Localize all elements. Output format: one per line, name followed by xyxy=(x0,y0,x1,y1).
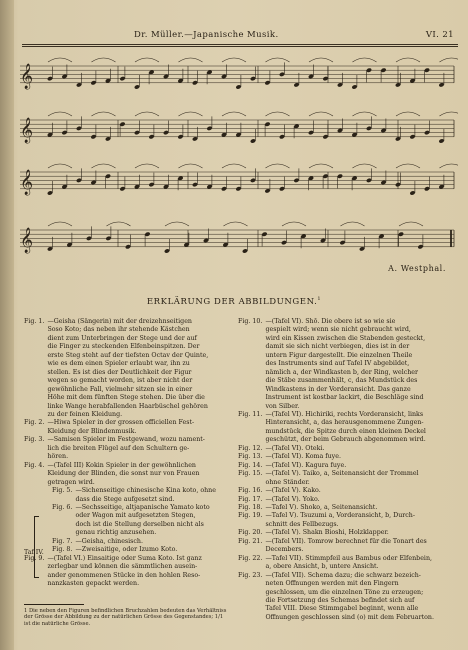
figure-label: Fig. 13. xyxy=(238,453,263,461)
figure-entry xyxy=(238,487,458,495)
figure-description xyxy=(265,496,458,504)
treble-clef-icon: 𝄞 xyxy=(20,64,34,89)
slur xyxy=(353,112,377,116)
figure-label: Fig. 3. xyxy=(24,436,45,444)
slur xyxy=(135,58,159,62)
text-line: —(Tafel V). Kako. xyxy=(265,487,321,495)
figure-description xyxy=(265,529,458,537)
slur xyxy=(353,58,377,62)
figure-description xyxy=(265,512,458,529)
figure-description xyxy=(265,504,458,512)
figure-entry xyxy=(24,436,230,461)
figure-label: Fig. 21. xyxy=(238,537,263,545)
figure-description xyxy=(265,462,458,470)
slur xyxy=(107,222,131,226)
figure-description xyxy=(265,470,458,487)
figure-description xyxy=(47,318,230,419)
figure-entry xyxy=(238,496,458,504)
figure-entry xyxy=(238,318,458,411)
text-line: die Finger zu steckenden Elfenbeinspitzen. Der xyxy=(47,343,200,351)
text-line: —Sichenseitige chinesische Kina koto, ohne xyxy=(75,487,216,495)
figure-label: Fig. 8. xyxy=(52,546,73,554)
figure-entry xyxy=(238,529,458,537)
figure-description xyxy=(75,504,230,538)
right-column xyxy=(238,318,458,622)
text-line: zerlegbar und können die sämmtlichen ausein- xyxy=(47,563,198,571)
slur xyxy=(222,112,246,116)
text-line: wegen so gemacht worden, ist aber nicht der xyxy=(47,377,193,385)
slur xyxy=(309,164,333,168)
figure-description xyxy=(265,538,458,555)
text-line: —Hiwa Spieler in der grossen officiellen Fest- xyxy=(47,419,195,427)
text-line: —(Tafel VI). Ōteki. xyxy=(265,444,325,452)
slur xyxy=(222,164,246,168)
slur xyxy=(341,222,365,226)
text-line: dass die Stege aufgesetzt sind. xyxy=(75,495,175,503)
text-line: Hinteransicht, a, das herausgenommene Zungen- xyxy=(265,419,424,427)
slur xyxy=(179,164,203,168)
text-line: —Tafel VII). Stimmpfeil aus Bambus oder Elfenbein, xyxy=(265,554,432,562)
slur xyxy=(222,58,246,62)
text-line: a, obere Ansicht, b, untere Ansicht. xyxy=(265,563,379,571)
slur xyxy=(266,164,290,168)
slur xyxy=(48,164,72,168)
text-line: untern Figur dargestellt. Die einzelnen Theile xyxy=(265,351,413,359)
text-line: nämlich a, der Windkasten b, der Ring, welcher xyxy=(265,368,419,376)
text-line: —Tafel V). Tsuzumi a, Vorderansicht, b, Durch- xyxy=(265,512,415,520)
slur xyxy=(399,222,423,226)
figure-label: Fig. 15. xyxy=(238,470,263,478)
figure-entry xyxy=(24,546,230,554)
figure-entry xyxy=(238,572,458,623)
figure-label: Fig. 2. xyxy=(24,419,45,427)
figure-description xyxy=(47,462,230,487)
text-line: getragen wird. xyxy=(47,478,95,486)
slur xyxy=(440,112,459,116)
text-line: —(Tafel V). Shakn Bioshi, Holzklapper. xyxy=(265,529,389,537)
figure-entry xyxy=(238,555,458,572)
music-score xyxy=(18,54,458,260)
figure-entry xyxy=(24,487,230,504)
figure-description xyxy=(47,436,230,461)
text-line: —Geisha (Sängerin) mit der dreizehnseitigen xyxy=(47,318,192,325)
slur xyxy=(440,58,459,62)
header-rule-thin xyxy=(22,46,458,47)
figure-label: Fig. 5. xyxy=(52,487,73,495)
treble-clef-icon: 𝄞 xyxy=(20,118,34,143)
text-line: zu der feinen Kleidung. xyxy=(47,410,123,418)
text-line: —(Tafel VI). Shō. Die obere ist so wie sie xyxy=(265,318,396,325)
figure-description xyxy=(75,546,230,554)
text-line: —Sechsseitige, altjapanische Yamato koto xyxy=(75,503,210,511)
text-line: —(Tafel V). Taiko, a, Seitenansicht der Trommel xyxy=(265,470,419,478)
footnote-mark: 1 xyxy=(317,296,322,302)
figure-label: Fig. 22. xyxy=(238,554,263,562)
text-line: doch ist die Stellung derselben nicht als xyxy=(75,520,204,528)
figure-entry xyxy=(24,555,230,589)
text-line: gespielt wird; wenn sie nicht gebraucht wird, xyxy=(265,326,411,334)
figure-description xyxy=(265,555,458,572)
figure-entry xyxy=(238,453,458,461)
text-line: von Silber. xyxy=(265,402,300,410)
slur xyxy=(266,58,290,62)
text-line: linke Wange herabfallenden Haarbüschel gehören xyxy=(47,402,208,410)
figure-description xyxy=(47,419,230,436)
figure-label: Fig. 1. xyxy=(24,318,45,325)
text-line: —Zweisaitige, oder Izumo Koto. xyxy=(75,546,178,554)
figure-label: Fig. 19. xyxy=(238,512,263,520)
header-rule xyxy=(22,44,458,45)
figure-entry xyxy=(238,462,458,470)
figure-entry xyxy=(238,512,458,529)
header-page-number: VI. 21 xyxy=(425,30,454,40)
text-line: Decembers. xyxy=(265,546,304,554)
slur xyxy=(224,222,248,226)
slur xyxy=(92,112,116,116)
text-line: Windkastens in der Vorderansicht. Das ganze xyxy=(265,385,411,393)
text-line: die Fortsetzung des Schemas befindet sich auf xyxy=(265,596,415,604)
text-line: Öffnungen geschlossen sind (o) mit dem Februarton. xyxy=(265,613,434,621)
figure-entry xyxy=(238,445,458,453)
text-line: geschützt, der beim Gebrauch abgenommen wird. xyxy=(265,436,426,444)
slur xyxy=(266,112,290,116)
footnote xyxy=(24,608,228,627)
slur xyxy=(440,164,459,168)
figure-label: Fig. 12. xyxy=(238,444,263,452)
treble-clef-icon: 𝄞 xyxy=(20,170,34,195)
left-column xyxy=(24,318,230,589)
slur xyxy=(179,58,203,62)
footnote-text: Die neben den Figuren befindlichen Bruchzahlen bedeuten das Verhältniss der Grösse der Abbildung zu der natürlichen Grösse des Gegenstandes; 1/1 ist die natürliche Grösse. xyxy=(24,608,227,627)
slur xyxy=(92,58,116,62)
figure-label: Fig. 18. xyxy=(238,503,263,511)
figure-description xyxy=(75,487,230,504)
figure-entry xyxy=(238,470,458,487)
text-line: Höhe mit dem fünften Stege stehen. Die über die xyxy=(47,394,205,402)
figure-label: Fig. 17. xyxy=(238,495,263,503)
figure-entry xyxy=(24,419,230,436)
slur xyxy=(396,164,420,168)
text-line: mundstück, die Spitze durch einen kleinen Deckel xyxy=(265,427,426,435)
text-line: des Instruments sind auf Tafel IV abgebildet, xyxy=(265,360,410,368)
text-line: geschlossen, um die einzelnen Töne zu erzeugen; xyxy=(265,588,424,596)
figure-description xyxy=(265,572,458,623)
text-line: —(Tafel VII). Schema dazu; die schwarz bezeich- xyxy=(265,571,421,579)
text-line: erste Steg steht auf der tiefsten Octav der Quinte, xyxy=(47,351,209,359)
slur xyxy=(48,222,72,226)
text-line: —Samisen Spieler im Festgewand, wozu nament- xyxy=(47,436,205,444)
text-line: —(Tafel VI). Hichiriki, rechts Vorderansicht, links xyxy=(265,410,424,418)
text-line: damit sie sich nicht verbiegen, dies ist in der xyxy=(265,343,410,351)
text-line: —(Tafel V). Yoko. xyxy=(265,495,320,503)
figure-entry xyxy=(24,504,230,538)
running-header xyxy=(24,30,458,44)
text-line: schnitt des Fellbezugs. xyxy=(265,520,339,528)
treble-clef-icon: 𝄞 xyxy=(20,228,34,253)
figure-label: Fig. 20. xyxy=(238,529,263,537)
section-title-text: ERKLÄRUNG DER ABBILDUNGEN. xyxy=(146,296,318,307)
score-signature: A. Westphal. xyxy=(388,264,446,273)
text-line: Kleidung der Blinden, die sonst nur von Frauen xyxy=(47,470,200,478)
figure-label: Fig. 6. xyxy=(52,503,73,511)
text-line: lich die breiten Flügel auf den Schultern ge- xyxy=(47,444,190,452)
figure-description xyxy=(75,538,230,546)
figure-entry xyxy=(238,504,458,512)
text-line: —Tafel V). Shoko, a, Seitenansicht. xyxy=(265,503,378,511)
figure-label: Fig. 4. xyxy=(24,461,45,469)
figure-label: Fig. 11. xyxy=(238,410,263,418)
text-line: —Geisha, chinesisch. xyxy=(75,537,143,545)
figure-label: Fig. 16. xyxy=(238,487,263,495)
text-line: —(Tafel VII). Tomrow berechnet für die Tonart des xyxy=(265,537,427,545)
text-line: genau richtig anzusehen. xyxy=(75,529,157,537)
text-line: ander genommenen Stücke in den hohlen Reso- xyxy=(47,571,201,579)
figure-label: Fig. 9. xyxy=(24,554,45,562)
figure-label: Fig. 10. xyxy=(238,318,263,325)
slur xyxy=(282,222,306,226)
figure-label: Fig. 23. xyxy=(238,571,263,579)
text-line: die Stäbe zusammenhält, c, das Mundstück des xyxy=(265,377,418,385)
slur xyxy=(165,222,189,226)
text-line: stellen. Es ist dies der Deutlichkeit der Figur xyxy=(47,368,192,376)
figure-entry xyxy=(24,318,230,419)
figure-description xyxy=(265,445,458,453)
figure-entry xyxy=(238,411,458,445)
figure-bracket xyxy=(34,516,39,578)
slur xyxy=(92,164,116,168)
text-line: Kleidung der Blindenmusik. xyxy=(47,427,137,435)
text-line: —(Tafel III) Kokin Spieler in der gewöhnlichen xyxy=(47,461,196,469)
text-line: Soso Koto; das neben ihr stehende Kästchen xyxy=(47,326,190,334)
text-line: oder Wagon mit aufgesetzten Stegen, xyxy=(75,512,196,520)
text-line: neten Öffnungen werden mit den Fingern xyxy=(265,580,399,588)
figure-description xyxy=(265,453,458,461)
text-line: —(Tafel VI). Koma fuye. xyxy=(265,453,341,461)
binding-gutter xyxy=(0,0,14,650)
slur xyxy=(135,164,159,168)
text-line: Instrument ist kostbar lackirt, die Beschläge sind xyxy=(265,394,424,402)
footnote-rule xyxy=(24,604,84,605)
header-title: Dr. Müller.—Japanische Musik. xyxy=(134,30,279,40)
text-line: hören. xyxy=(47,453,69,461)
text-line: wird ein Kissen zwischen die Stabenden gesteckt, xyxy=(265,334,426,342)
text-line: Tafel VIII. Diese Stimmgabel beginnt, wenn alle xyxy=(265,605,419,613)
figure-description xyxy=(265,411,458,445)
text-line: ohne Ständer. xyxy=(265,478,310,486)
text-line: —(Tafel VI.) Einsaitige oder Suma Koto. Ist ganz xyxy=(47,554,202,562)
figure-description xyxy=(47,555,230,589)
slur xyxy=(309,58,333,62)
figure-description xyxy=(265,318,458,411)
figure-entry xyxy=(24,538,230,546)
slur xyxy=(396,112,420,116)
slur xyxy=(135,112,159,116)
figure-description xyxy=(265,487,458,495)
text-line: nanzkasten gepackt werden. xyxy=(47,580,140,588)
figure-label: Fig. 7. xyxy=(52,537,73,545)
slur xyxy=(353,164,377,168)
text-line: dient zum Unterbringen der Stege und der auf xyxy=(47,334,197,342)
text-line: —(Tafel VI). Kagura fuye. xyxy=(265,461,347,469)
text-line: gewöhnliche Fall, vielmehr sitzen sie in einer xyxy=(47,385,193,393)
margin-note: Taf IV. xyxy=(24,549,44,556)
slur xyxy=(396,58,420,62)
figure-label: Fig. 14. xyxy=(238,461,263,469)
figure-entry xyxy=(238,538,458,555)
footnote-number: 1 xyxy=(24,608,28,614)
slur xyxy=(179,112,203,116)
slur xyxy=(48,112,72,116)
slur xyxy=(309,112,333,116)
slur xyxy=(48,58,72,62)
section-title xyxy=(0,296,468,307)
figure-entry xyxy=(24,462,230,487)
text-line: wie es dem einen Spieler erlaubt war, ihn zu xyxy=(47,360,190,368)
